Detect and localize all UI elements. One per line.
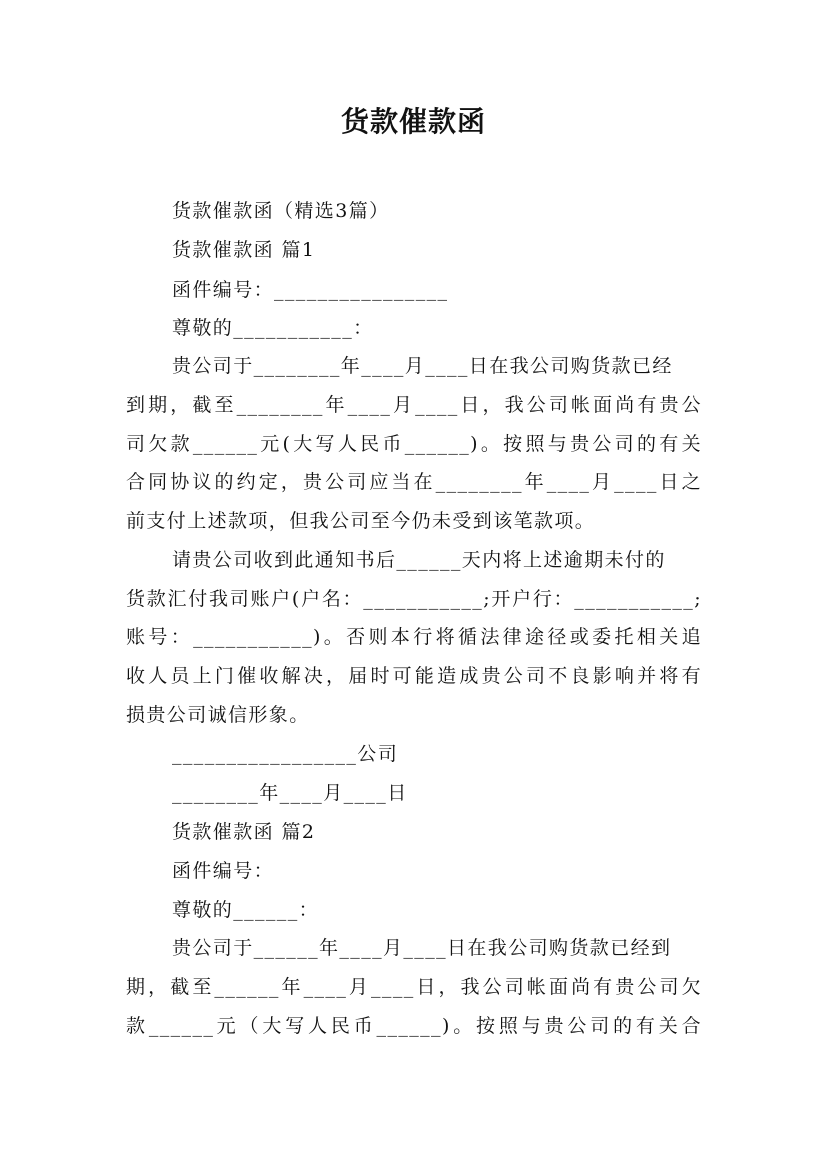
body-paragraph-2-line-4: 收人员上门催收解决，届时可能造成贵公司不良影响并将有: [126, 665, 702, 687]
signature-date-line: ________年____月____日: [172, 782, 408, 804]
section-heading-2: 货款催款函 篇2: [172, 821, 316, 843]
body-paragraph-3-line-2: 期，截至______年____月____日，我公司帐面尚有贵公司欠: [126, 976, 702, 998]
body-paragraph-1-line-2: 到期，截至________年____月____日，我公司帐面尚有贵公: [126, 394, 702, 416]
subtitle-selected: 货款催款函（精选3篇）: [172, 200, 390, 222]
body-paragraph-1-line-5: 前支付上述款项，但我公司至今仍未受到该笔款项。: [126, 510, 596, 532]
body-paragraph-2-line-1: 请贵公司收到此通知书后______天内将上述逾期未付的: [172, 549, 666, 571]
salutation-line-2: 尊敬的______：: [172, 899, 320, 921]
body-paragraph-3-line-1: 贵公司于______年____月____日在我公司购货款已经到: [172, 937, 672, 959]
body-paragraph-1-line-3: 司欠款______元(大写人民币______)。按照与贵公司的有关: [126, 433, 702, 455]
body-paragraph-2-line-2: 货款汇付我司账户(户名：___________;开户行：___________;: [126, 588, 702, 610]
body-paragraph-1-line-4: 合同协议的约定，贵公司应当在________年____月____日之: [126, 471, 702, 493]
section-heading-1: 货款催款函 篇1: [172, 239, 316, 261]
body-paragraph-1-line-1: 贵公司于________年____月____日在我公司购货款已经: [172, 355, 673, 377]
body-paragraph-2-line-5: 损贵公司诚信形象。: [126, 704, 310, 726]
signature-company-line: _________________公司: [172, 743, 399, 765]
body-paragraph-2-line-3: 账号：___________)。否则本行将循法律途径或委托相关追: [126, 626, 702, 648]
letter-number-field: 函件编号：________________: [172, 279, 449, 301]
salutation-line: 尊敬的___________：: [172, 317, 374, 339]
letter-number-field-2: 函件编号：: [172, 860, 275, 882]
body-paragraph-3-line-3: 款______元（大写人民币______)。按照与贵公司的有关合: [126, 1015, 702, 1037]
document-title: 货款催款函: [340, 105, 486, 138]
